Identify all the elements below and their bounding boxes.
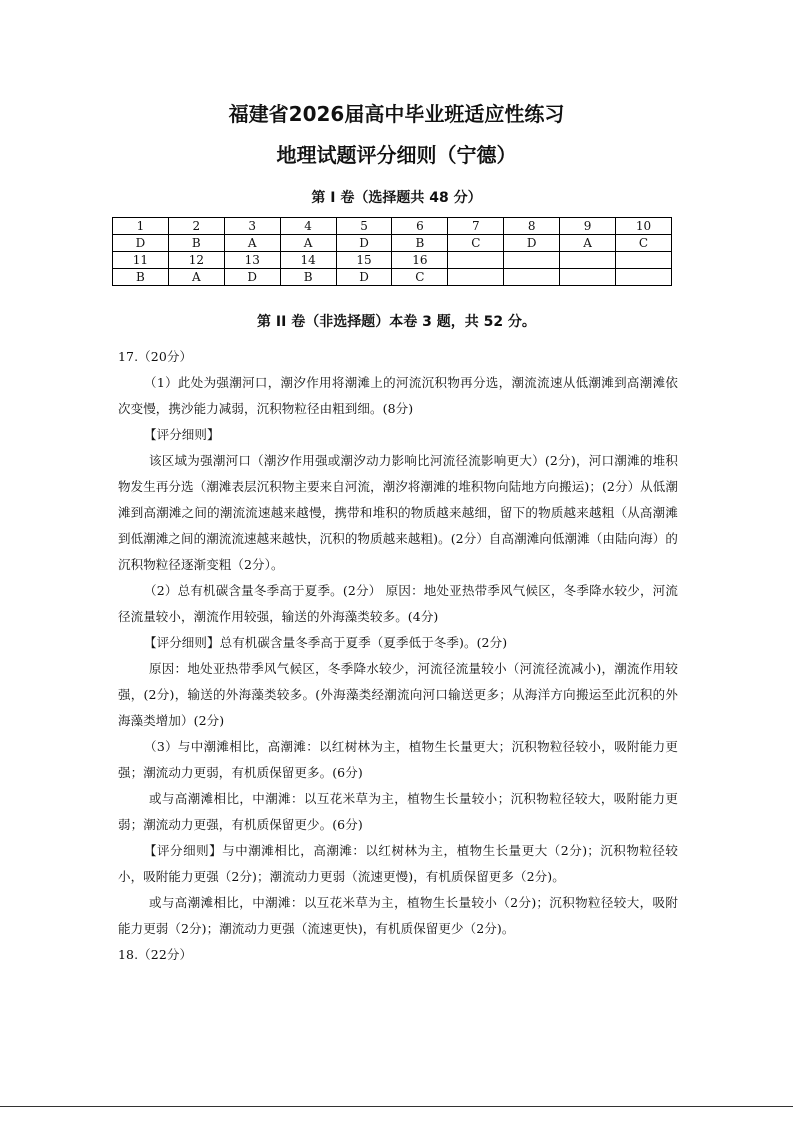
answer-table-cell [448, 269, 504, 286]
q17-header: 17.（20分） [118, 349, 193, 364]
answer-table-cell: 1 [113, 218, 169, 235]
answer-table-row [113, 218, 672, 235]
answer-table-cell: A [224, 235, 280, 252]
answer-table-cell: 11 [113, 252, 169, 269]
answer-table-cell: 3 [224, 218, 280, 235]
answer-table-cell: D [224, 269, 280, 286]
answer-table-cell: 6 [392, 218, 448, 235]
footer-rule [0, 1106, 793, 1107]
q17-part3-scoring: 【评分细则】与中潮滩相比，高潮滩：以红树林为主，植物生长量更大（2分)；沉积物粒径较小，吸附能力更强（2分)；潮流动力更弱（流速更慢)，有机质保留更多（2分)。 [118, 843, 678, 884]
answer-table-cell: D [504, 235, 560, 252]
q17-part3-scoring-alt: 或与高潮滩相比，中潮滩：以互花米草为主，植物生长量较小（2分)；沉积物粒径较大，吸附能力更弱（2分)；潮流动力更强（流速更快)，有机质保留更少（2分)。 [118, 895, 678, 936]
q17-part1: （1）此处为强潮河口，潮汐作用将潮滩上的河流沉积物再分选，潮流流速从低潮滩到高潮滩依次变慢，携沙能力减弱，沉积物粒径由粗到细。(8分) [118, 375, 678, 416]
answer-table-cell: 5 [336, 218, 392, 235]
q17-part2-scoring: 【评分细则】总有机碳含量冬季高于夏季（夏季低于冬季)。(2分) [144, 635, 508, 650]
answer-table-cell: A [168, 269, 224, 286]
answer-table-cell: A [560, 235, 616, 252]
section2-heading: 第 II 卷（非选择题）本卷 3 题，共 52 分。 [257, 314, 536, 330]
answer-table-cell [616, 252, 672, 269]
answer-table-cell: B [280, 269, 336, 286]
answer-table-cell [504, 252, 560, 269]
answer-table-cell: C [448, 235, 504, 252]
answer-table-cell: B [168, 235, 224, 252]
q17-part2: （2）总有机碳含量冬季高于夏季。(2分） 原因：地处亚热带季风气候区，冬季降水较少，河流径流量较小，潮流作用较强，输送的外海藻类较多。(4分) [118, 583, 678, 624]
answer-table-cell: 15 [336, 252, 392, 269]
answer-table-cell: C [616, 235, 672, 252]
answer-table-cell: 2 [168, 218, 224, 235]
answer-table-cell: C [392, 269, 448, 286]
q17-part3-alt: 或与高潮滩相比，中潮滩：以互花米草为主，植物生长量较小；沉积物粒径较大，吸附能力更弱；潮流动力更强，有机质保留更少。(6分) [118, 791, 678, 832]
answer-table-cell [504, 269, 560, 286]
answer-table-cell: 16 [392, 252, 448, 269]
answer-table-cell: D [336, 235, 392, 252]
section1-heading: 第 I 卷（选择题共 48 分） [311, 190, 482, 206]
answer-table-row [113, 235, 672, 252]
q17-part1-scoring: 该区域为强潮河口（潮汐作用强或潮汐动力影响比河流径流影响更大）(2分)，河口潮滩的堆积物发生再分选（潮滩表层沉积物主要来自河流，潮汐将潮滩的堆积物向陆地方向搬运)；(2分）从低潮滩到高潮滩之间的潮流流速越来越慢，携带和堆积的物质越来越细，留下的物质越来越粗（从高潮滩到低潮滩之间的潮流流速越来越快，沉积的物质越来越粗)。(2分）自高潮滩向低潮滩（由陆向海）的沉积物粒径逐渐变粗（2分）。 [118, 453, 678, 572]
answer-body [118, 344, 678, 968]
answer-table-cell [616, 269, 672, 286]
q17-part3: （3）与中潮滩相比，高潮滩：以红树林为主，植物生长量更大；沉积物粒径较小，吸附能力更强；潮流动力更弱，有机质保留更多。(6分) [118, 739, 678, 780]
answer-table-cell: B [113, 269, 169, 286]
answer-table-cell: A [280, 235, 336, 252]
answer-table-cell: 8 [504, 218, 560, 235]
answer-table-cell: 14 [280, 252, 336, 269]
answer-table-row [113, 269, 672, 286]
answer-table-cell: D [336, 269, 392, 286]
answer-table-cell [560, 252, 616, 269]
answer-table-cell: 9 [560, 218, 616, 235]
answer-table-cell: 4 [280, 218, 336, 235]
answer-table-cell: B [392, 235, 448, 252]
q18-header: 18.（22分） [118, 947, 193, 962]
answer-table-cell: 10 [616, 218, 672, 235]
q17-scoring-label: 【评分细则】 [144, 427, 220, 442]
answer-table-cell: 12 [168, 252, 224, 269]
q17-part2-reason: 原因：地处亚热带季风气候区，冬季降水较少，河流径流量较小（河流径流减小)，潮流作用较强，(2分)，输送的外海藻类较多。(外海藻类经潮流向河口输送更多；从海洋方向搬运至此沉积的外海藻类增加）(2分) [118, 661, 678, 728]
answer-table [112, 217, 672, 286]
answer-table-cell [448, 252, 504, 269]
answer-table-row [113, 252, 672, 269]
document-title: 福建省2026届高中毕业班适应性练习 [228, 102, 565, 126]
answer-table-cell [560, 269, 616, 286]
answer-table-cell: 7 [448, 218, 504, 235]
answer-table-cell: D [113, 235, 169, 252]
document-subtitle: 地理试题评分细则（宁德） [276, 143, 517, 167]
answer-table-cell: 13 [224, 252, 280, 269]
